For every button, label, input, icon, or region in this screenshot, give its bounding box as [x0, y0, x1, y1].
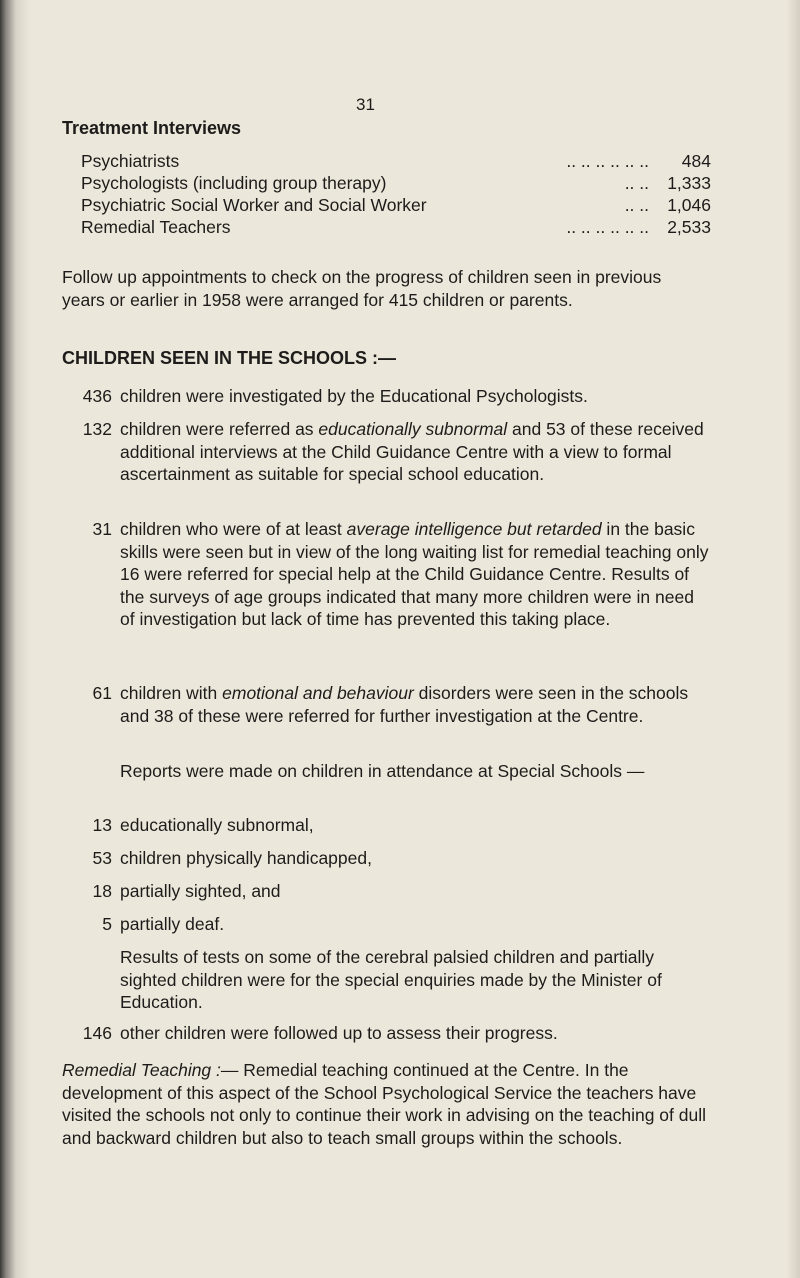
row-value: 1,046: [667, 195, 711, 215]
item-text: children physically handicapped,: [120, 848, 372, 868]
children-seen-heading: CHILDREN SEEN IN THE SCHOOLS :—: [62, 348, 397, 368]
item-text: other children were followed up to assess their progress.: [120, 1023, 558, 1043]
treatment-interviews-table: [81, 150, 711, 238]
row-label: Psychiatrists: [81, 151, 180, 171]
row-label: Psychiatric Social Worker and Social Worker: [81, 195, 427, 215]
list-item: [92, 880, 712, 903]
item-text: children with: [120, 683, 223, 703]
treatment-interviews-heading: Treatment Interviews: [62, 118, 242, 138]
item-text: children were referred as: [120, 419, 319, 439]
item-number: 61: [92, 683, 112, 703]
remedial-teaching-heading: Remedial Teaching :—: [62, 1060, 239, 1080]
list-item: [92, 518, 712, 631]
item-text: children were investigated by the Educational Psychologists.: [120, 386, 588, 406]
item-text: partially sighted, and: [120, 881, 281, 901]
row-label: Remedial Teachers: [81, 217, 231, 237]
item-number: 13: [92, 815, 112, 835]
row-label: Psychologists (including group therapy): [81, 173, 387, 193]
table-row: [81, 194, 711, 216]
page-number: 31: [356, 95, 375, 114]
page-edge-shadow: [786, 0, 800, 1278]
reports-text: Reports were made on children in attendance at Special Schools —: [120, 761, 645, 781]
item-text: partially deaf.: [120, 914, 225, 934]
row-value: 484: [681, 151, 711, 171]
table-row: [81, 216, 711, 238]
item-number: 31: [92, 519, 112, 539]
results-paragraph: [120, 946, 712, 1014]
list-item: [82, 418, 712, 486]
follow-up-paragraph: [62, 266, 702, 311]
row-leader-dots: .. ..: [624, 195, 649, 215]
row-leader-dots: .. ..: [624, 173, 649, 193]
list-item: [92, 682, 712, 727]
table-row: [81, 150, 711, 172]
results-text: Results of tests on some of the cerebral palsied children and partially sighted children were for the special enquiries made by the Minister of Education.: [120, 947, 662, 1012]
row-value: 2,533: [667, 217, 711, 237]
item-text: educationally subnormal,: [120, 815, 314, 835]
reports-paragraph: [120, 760, 712, 783]
page-binding-shadow: [0, 0, 30, 1278]
item-text: disorders were seen in the schools and 38 of these were referred for further investigation at the Centre.: [120, 683, 689, 726]
item-number: 132: [82, 419, 112, 439]
item-number: 18: [92, 881, 112, 901]
list-item: [92, 814, 712, 837]
list-item: [82, 1022, 712, 1045]
list-item: [92, 847, 712, 870]
row-value: 1,333: [667, 173, 711, 193]
item-number: 53: [92, 848, 112, 868]
table-row: [81, 172, 711, 194]
item-text: in the basic skills were seen but in view of the long waiting list for remedial teaching only 16 were referred for special help at the Child Guidance Centre. Results of the surveys of age groups indicated that many more children were in need of investigation but lack of time has prevented this taking place.: [120, 519, 709, 629]
row-leader-dots: .. .. .. .. .. ..: [566, 151, 649, 171]
item-number: 5: [102, 914, 112, 934]
item-number: 436: [82, 386, 112, 406]
item-number: 146: [82, 1023, 112, 1043]
item-emphasis: average intelligence but retarded: [346, 519, 602, 539]
remedial-teaching-paragraph: [62, 1059, 710, 1149]
row-leader-dots: .. .. .. .. .. ..: [566, 217, 649, 237]
item-text: and 53 of these received additional interviews at the Child Guidance Centre with a view to formal ascertainment as suitable for special school education.: [120, 419, 704, 484]
list-item: [82, 385, 712, 408]
item-text: children who were of at least: [120, 519, 347, 539]
list-item: [102, 913, 712, 936]
follow-up-text: Follow up appointments to check on the progress of children seen in previous years or earlier in 1958 were arranged for 415 children or parents.: [62, 267, 662, 310]
remedial-teaching-text: Remedial teaching continued at the Centre. In the development of this aspect of the School Psychological Service the teachers have visited the schools not only to continue their work in advising on the teaching of dull and backward children but also to teach small groups within the schools.: [62, 1060, 706, 1148]
item-emphasis: educationally subnormal: [318, 419, 508, 439]
item-emphasis: emotional and behaviour: [222, 683, 414, 703]
